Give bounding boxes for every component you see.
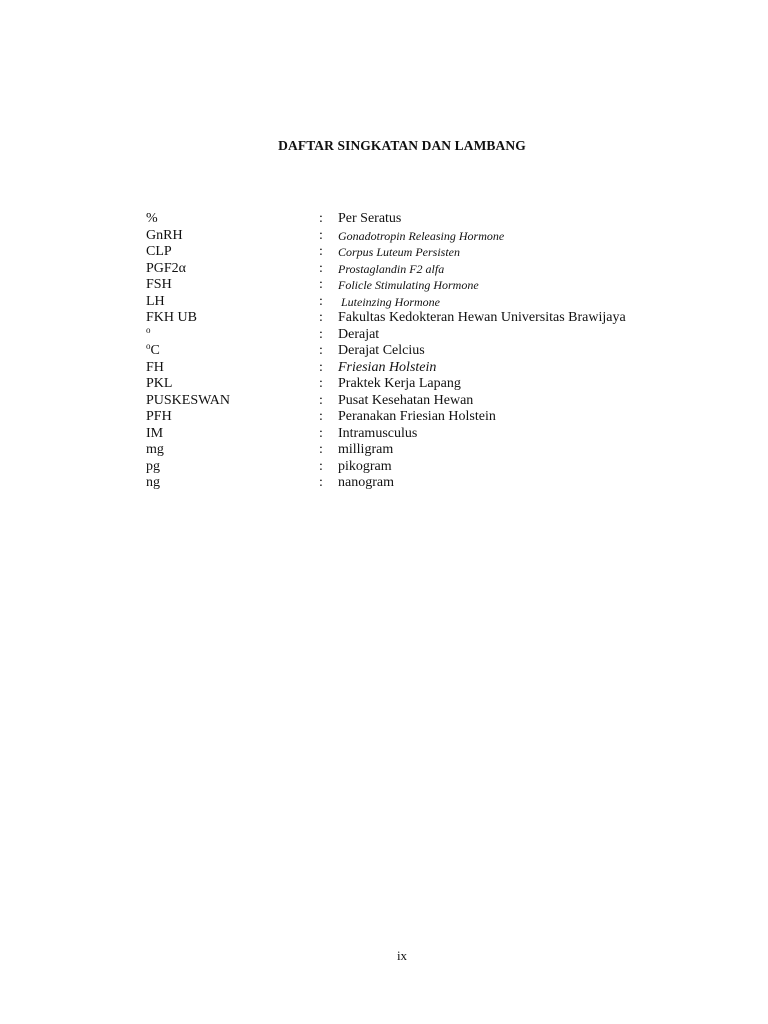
abbr-definition: Luteinzing Hormone — [341, 294, 440, 309]
abbr-term — [146, 343, 160, 360]
list-item — [146, 310, 706, 327]
abbr-definition: Gonadotropin Releasing Hormone — [338, 228, 505, 243]
list-item — [146, 426, 706, 443]
abbr-separator: : — [319, 376, 323, 391]
list-item — [146, 277, 706, 294]
abbr-separator: : — [319, 442, 323, 457]
abbr-definition: Pusat Kesehatan Hewan — [338, 392, 474, 408]
abbr-term: IM — [146, 425, 164, 441]
abbr-definition: pikogram — [338, 458, 392, 474]
abbr-separator: : — [319, 310, 323, 325]
abbr-separator: : — [319, 409, 323, 424]
list-item — [146, 211, 706, 228]
abbr-separator: : — [319, 392, 323, 408]
abbr-term: ng — [146, 475, 160, 490]
list-item — [146, 393, 706, 410]
page-title: DAFTAR SINGKATAN DAN LAMBANG — [278, 138, 526, 153]
abbr-definition: Derajat Celcius — [338, 343, 425, 358]
abbr-definition: milligram — [338, 442, 394, 457]
abbr-definition: Corpus Luteum Persisten — [338, 245, 461, 259]
abbr-definition: Derajat — [338, 326, 380, 342]
abbr-separator: : — [319, 343, 323, 358]
list-item — [146, 261, 706, 278]
abbr-term: FH — [146, 359, 164, 375]
degree-superscript: o — [146, 341, 151, 351]
list-item — [146, 360, 706, 377]
abbr-definition: Intramusculus — [338, 425, 418, 441]
abbr-separator: : — [319, 359, 323, 375]
list-item — [146, 294, 706, 311]
list-item — [146, 442, 706, 459]
abbr-separator: : — [319, 293, 323, 309]
abbr-term: PKL — [146, 376, 173, 391]
abbr-term: PFH — [146, 409, 172, 424]
abbr-definition: Prostaglandin F2 alfa — [338, 261, 445, 276]
abbr-definition: Fakultas Kedokteran Hewan Universitas Brawijaya — [338, 310, 626, 325]
abbr-term: PGF2α — [146, 260, 187, 276]
abbr-separator: : — [319, 211, 323, 226]
abbr-separator: : — [319, 458, 323, 474]
abbr-definition: Friesian Holstein — [338, 359, 437, 375]
list-item — [146, 228, 706, 245]
list-item — [146, 475, 706, 492]
abbr-separator: : — [319, 260, 323, 276]
list-item — [146, 324, 706, 344]
abbr-term: FSH — [146, 277, 172, 292]
abbr-term: % — [146, 211, 158, 226]
abbr-definition: Praktek Kerja Lapang — [338, 376, 461, 391]
abbr-term: PUSKESWAN — [146, 392, 231, 408]
abbreviation-list — [146, 211, 706, 492]
abbr-definition: Folicle Stimulating Hormone — [338, 278, 479, 292]
degree-symbol: o — [146, 324, 151, 335]
abbr-separator: : — [319, 277, 323, 292]
abbr-separator: : — [319, 425, 323, 441]
abbr-definition: Peranakan Friesian Holstein — [338, 409, 496, 424]
abbr-term: LH — [146, 293, 165, 309]
abbr-term: CLP — [146, 244, 172, 259]
abbr-term-main: C — [150, 343, 160, 358]
abbr-term: mg — [146, 442, 164, 457]
abbr-term: pg — [146, 458, 160, 474]
abbr-definition: nanogram — [338, 475, 394, 490]
abbr-definition: Per Seratus — [338, 211, 402, 226]
abbr-separator: : — [319, 326, 323, 342]
list-item — [146, 343, 706, 360]
abbr-term: FKH UB — [146, 310, 197, 325]
list-item — [146, 244, 706, 261]
list-item — [146, 459, 706, 476]
list-item — [146, 376, 706, 393]
page-number: ix — [396, 948, 408, 963]
abbr-separator: : — [319, 227, 323, 243]
abbr-separator: : — [319, 244, 323, 259]
list-item — [146, 409, 706, 426]
abbr-separator: : — [319, 475, 323, 490]
abbr-term: GnRH — [146, 227, 183, 243]
